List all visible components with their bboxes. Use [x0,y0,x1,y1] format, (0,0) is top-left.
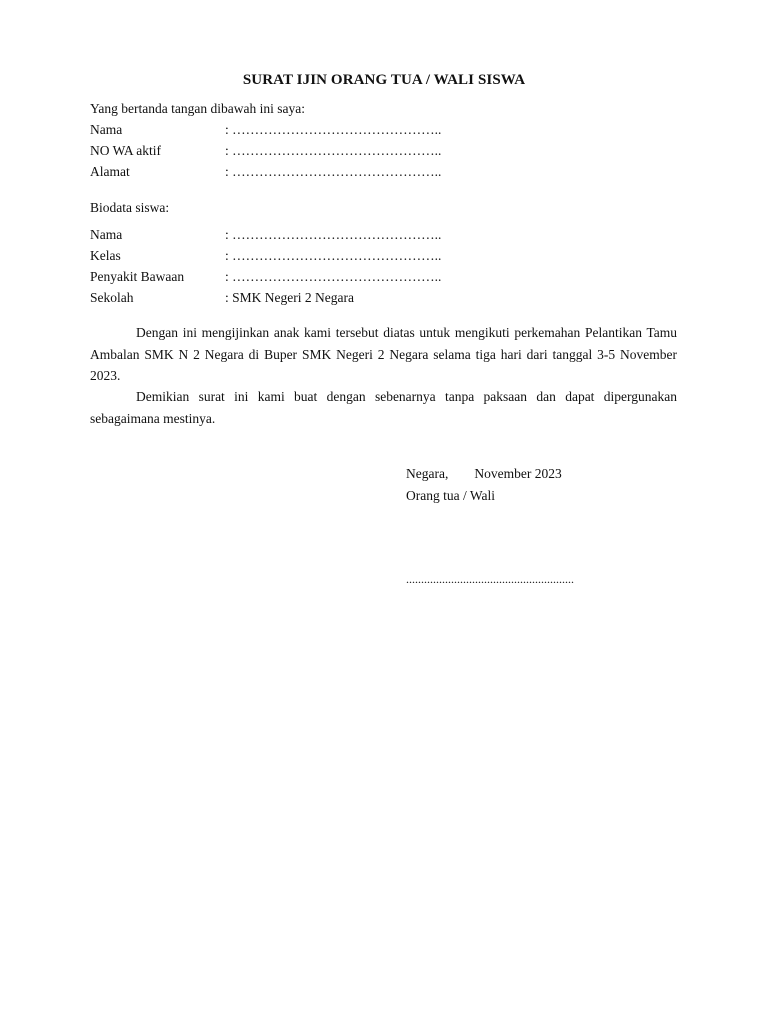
field-label: Penyakit Bawaan [90,269,185,284]
permission-paragraph: Dengan ini mengijinkan anak kami tersebut diatas untuk mengikuti perkemahan Pelantikan Tamu Ambalan SMK N 2 Negara di Buper SMK Negeri 2 Negara selama tiga hari dari tanggal 3-5 November 2023. [90,325,677,383]
field-label: Alamat [90,164,130,179]
signature-role: Orang tua / Wali [406,488,496,503]
field-label: NO WA aktif [90,143,161,158]
field-value: : ……………………………………….. [225,164,442,179]
field-label: Nama [90,227,123,242]
field-value: : ……………………………………….. [225,122,442,137]
letter-title: SURAT IJIN ORANG TUA / WALI SISWA [242,72,526,88]
field-value: : ……………………………………….. [225,269,442,284]
field-label: Kelas [90,248,121,263]
signature-place: Negara, [406,466,449,481]
field-value: : ……………………………………….. [225,227,442,242]
field-value: : SMK Negeri 2 Negara [225,290,354,305]
student-heading: Biodata siswa: [90,200,170,215]
signature-date: November 2023 [474,466,562,481]
field-label: Nama [90,122,123,137]
closing-paragraph: Demikian surat ini kami buat dengan sebenarnya tanpa paksaan dan dapat dipergunakan sebagaimana mestinya. [90,389,677,426]
field-value: : ……………………………………….. [225,248,442,263]
field-value: : ……………………………………….. [225,143,442,158]
signature-place-date [406,466,562,482]
field-label: Sekolah [90,290,134,305]
intro-text: Yang bertanda tangan dibawah ini saya: [90,101,305,116]
signature-line: ........................................................ [406,572,574,586]
